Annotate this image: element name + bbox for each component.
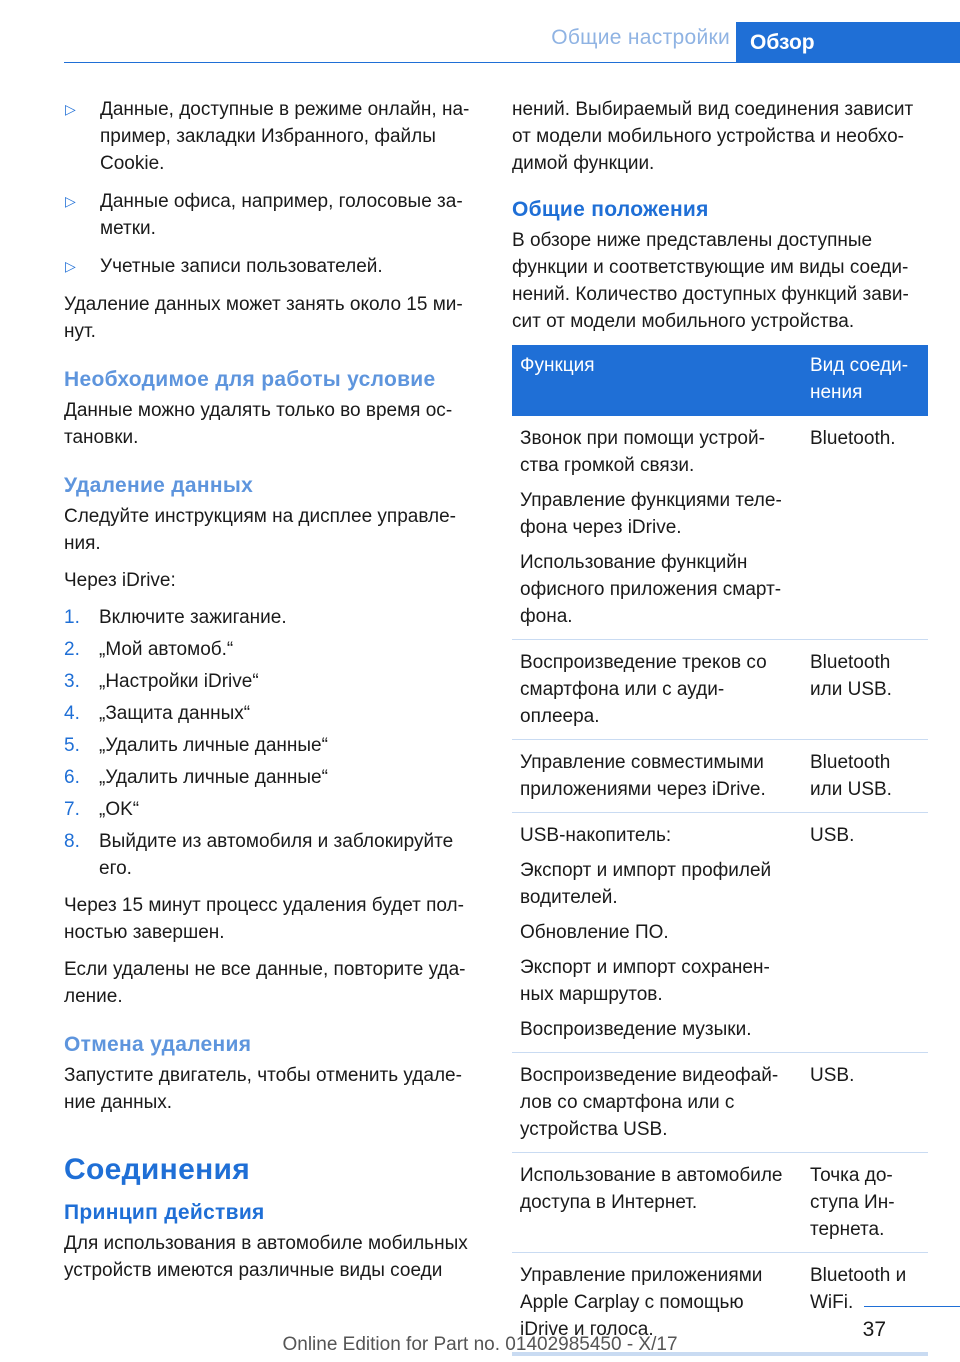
heading-connections: Соединения bbox=[64, 1153, 251, 1186]
bullet-triangle-icon: ▷ bbox=[65, 258, 76, 274]
deletion-time-note: Удаление данных может занять около 15 минут. bbox=[64, 294, 463, 342]
step-item: 2. „Мой автомоб.“ bbox=[64, 639, 234, 660]
table-row: Управление приложениями Apple Carplay с помощью iDrive и голоса. Bluetooth и WiFi. bbox=[512, 1253, 928, 1355]
header-rule bbox=[64, 62, 960, 63]
step-item: 3. „Настройки iDrive“ bbox=[64, 671, 259, 692]
heading-delete-data: Удаление данных bbox=[64, 474, 254, 497]
step-item: 4. „Защита данных“ bbox=[64, 703, 251, 724]
left-column bbox=[64, 96, 476, 1294]
heading-principle: Принцип действия bbox=[64, 1201, 265, 1224]
table-row: Воспроизведение треков со смартфона или с аудиоплеера. Bluetooth или USB. bbox=[512, 640, 928, 740]
page-number-rule bbox=[864, 1306, 960, 1307]
heading-condition: Необходимое для работы условие bbox=[64, 368, 436, 391]
bullet-triangle-icon: ▷ bbox=[65, 101, 76, 117]
bullet-triangle-icon: ▷ bbox=[65, 193, 76, 209]
delete-instructions: Следуйте инструкциям на дисплее управления. bbox=[64, 506, 456, 554]
table-header-function: Функция bbox=[512, 345, 802, 416]
footer-edition: Online Edition for Part no. 01402985450 - X/17 bbox=[282, 1334, 678, 1355]
step-item: 1. Включите зажигание. bbox=[64, 607, 287, 628]
bullet-item: ▷ Данные офиса, например, голосовые заметки. bbox=[64, 188, 476, 242]
heading-general: Общие положения bbox=[512, 198, 709, 221]
after-delete-text: Через 15 минут процесс удаления будет полностью завершен. bbox=[64, 895, 464, 943]
step-item: 8. Выйдите из автомобиля и заблокируйте его. bbox=[64, 831, 454, 879]
right-column bbox=[512, 96, 928, 1356]
table-row: Использование в автомобиле доступа в Интернет. Точка доступа Интернета. bbox=[512, 1153, 928, 1253]
bullet-item: ▷ Учетные записи пользователей. bbox=[64, 253, 476, 280]
table-row: Управление совместимыми приложениями через iDrive. Bluetooth или USB. bbox=[512, 740, 928, 813]
step-item: 7. „OK“ bbox=[64, 799, 140, 820]
principle-text: Для использования в автомобиле мобильных устройств имеются различные виды соеди bbox=[64, 1233, 468, 1281]
general-text: В обзоре ниже представлены доступные функции и соответствующие им виды соединений. Количество доступных функций зависит от модели мобильного устройства. bbox=[512, 230, 909, 332]
table-row: Звонок при помощи устройства громкой связи. Управление функциями телефона через iDrive. Использование функцийн офисного приложения смартфона. Bluetooth. bbox=[512, 416, 928, 640]
header-section-title: Общие настройки bbox=[551, 26, 730, 49]
table-header-connection: Вид соединения bbox=[802, 345, 928, 416]
bullet-item: ▷ Данные, доступные в режиме онлайн, например, закладки Избранного, файлы Cookie. bbox=[64, 96, 476, 177]
header-tab-overview: Обзор bbox=[736, 22, 960, 63]
heading-cancel-delete: Отмена удаления bbox=[64, 1033, 252, 1056]
condition-text: Данные можно удалять только во время остановки. bbox=[64, 400, 453, 448]
cancel-text: Запустите двигатель, чтобы отменить удаление данных. bbox=[64, 1065, 462, 1113]
repeat-delete-text: Если удалены не все данные, повторите удаление. bbox=[64, 959, 466, 1007]
principle-text-continued: нений. Выбираемый вид соединения зависит от модели мобильного устройства и необходимой функции. bbox=[512, 99, 914, 174]
step-item: 5. „Удалить личные данные“ bbox=[64, 735, 328, 756]
page-number: 37 bbox=[862, 1318, 886, 1341]
connections-table bbox=[512, 345, 928, 1356]
table-row: Воспроизведение видеофайлов со смартфона или с устройства USB. USB. bbox=[512, 1053, 928, 1153]
step-item: 6. „Удалить личные данные“ bbox=[64, 767, 328, 788]
via-idrive: Через iDrive: bbox=[64, 570, 176, 591]
table-row: USB-накопитель: Экспорт и импорт профилей водителей. Обновление ПО. Экспорт и импорт сохраненных маршрутов. Воспроизведение музыки. USB. bbox=[512, 813, 928, 1053]
